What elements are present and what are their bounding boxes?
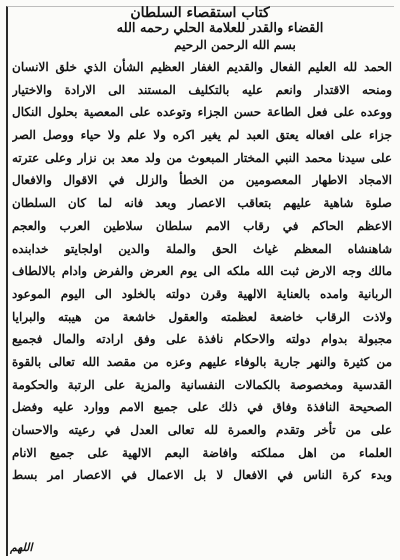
text-line: صلوة شاهية عليهم بتعاقب الاعصار وبعد فانه لما كان السلطان — [12, 196, 392, 211]
text-line: مجبولة بدوام دولته والاحكام نافذة على وفق ارادته والمال فجميع — [12, 332, 392, 347]
basmala: بسم الله الرحمن الرحيم — [174, 38, 296, 52]
text-line: القدسية ومخصوصة بالكمالات النفسانية والمزية على الرتبة والحكومة — [12, 377, 392, 392]
text-line: الصحيحة النافذة وفاق في ذلك على جميع الامم ووارد عليه وفضل — [12, 400, 392, 415]
text-line: الامجاد الاطهار المعصومين من الخطأ والزلل في الاقوال والافعال — [12, 173, 392, 188]
text-line: الربانية وامده بالعناية الالهية وقرن دولته بالخلود الى اليوم الموعود — [12, 286, 392, 301]
text-line: ومنحه الاقتدار وانعم عليه بالتكليف المستند الى الارادة والاختيار — [12, 82, 392, 97]
text-line: من كثيرة والنهر جارية بالوفاء عليهم وعزه من مقصد الله تعالى بالقوة — [12, 354, 392, 369]
text-line: ولاذت الرقاب خاضعة لعظمته والعقول خاشعة من هيبته والبرايا — [12, 309, 392, 324]
document-subtitle: القضاء والقدر للعلامة الحلي رحمه الله — [116, 21, 324, 36]
text-line: الاعظم الحاكم في رقاب الامم سلطان سلاطين العرب والعجم — [12, 218, 392, 233]
text-line: وبدء كرة الناس في الافعال لا بل الاعمال في الاعصار امر بسط — [12, 468, 392, 483]
signature-text: اللهم — [10, 541, 33, 554]
text-line: على سيدنا محمد النبي المختار المبعوث من ولد معد بن نزار وعلى عترته — [12, 150, 392, 165]
text-line: العلماء من اهل مملكته وافاضة البعم الالهية على جميع الانام — [12, 445, 392, 460]
text-line: على من تأخر وتقدم والعمرة لله تعالى العدل في رعيته والاحسان — [12, 423, 392, 437]
document-heading — [0, 6, 400, 36]
document-body — [12, 56, 392, 487]
document-title: كتاب استقصاء السلطان — [130, 5, 270, 21]
text-line: جزاء على افعاله يعتق العبد لم يغير اكره ولا علم ولا حياء ووصل الصر — [12, 128, 392, 143]
text-line: الحمد لله العليم الفعال والقديم الغفار العظيم الشأن الذي خلق الانسان — [12, 60, 392, 74]
text-line: ووعده على فعل الطاعة حسن الجزاء وتوعده على المعصية بحلول النكال — [12, 105, 392, 120]
text-line: شاهنشاه المعظم غياث الحق والملة والدين اولجايتو خدابنده — [12, 241, 392, 256]
text-line: مالك وجه الارض ثبت الله ملكه الى يوم العرض والفرض وادام بالالطاف — [12, 264, 392, 279]
